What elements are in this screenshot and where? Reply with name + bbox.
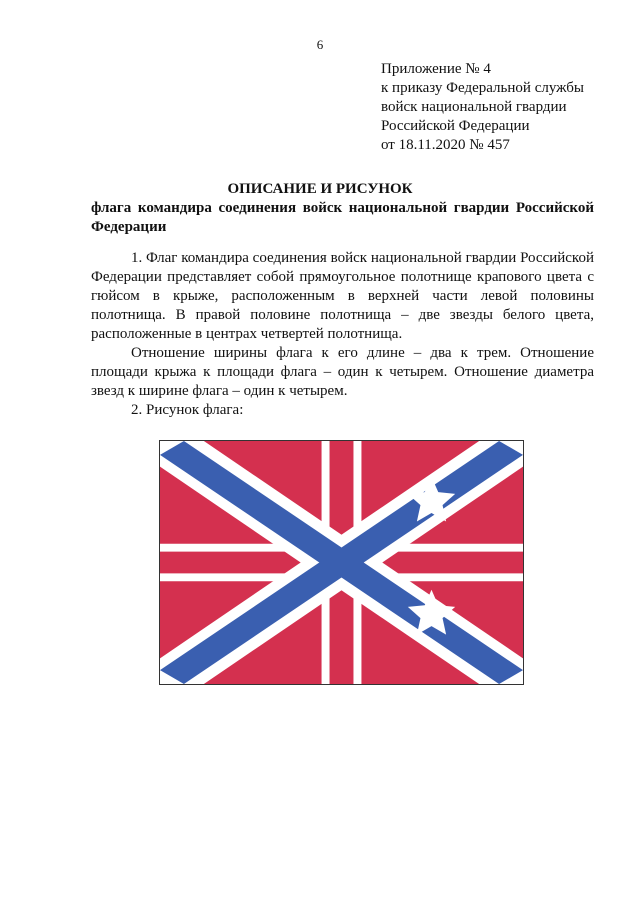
appendix-line: к приказу Федеральной службы	[381, 80, 585, 96]
appendix-line: Российской Федерации	[381, 118, 530, 134]
paragraph-proportions: Отношение ширины флага к его длине – два к трем. Отношение площади крыжа к площади флага – один к четырем. Отношение диаметра звезд к ширине флага – один к четырем.	[91, 345, 594, 399]
paragraph-figure-caption: 2. Рисунок флага:	[131, 402, 244, 418]
document-subtitle: флага командира соединения войск национальной гвардии Российской Федерации	[91, 200, 594, 235]
jack-icon	[160, 441, 523, 684]
document-body	[91, 249, 594, 420]
appendix-line: от 18.11.2020 № 457	[381, 137, 510, 153]
appendix-line: войск национальной гвардии	[381, 99, 567, 115]
paragraph-description: 1. Флаг командира соединения войск национальной гвардии Российской Федерации представляет собой прямоугольное полотнище крапового цвета с гюйсом в крыже, расположенным в верхней части левой половины полотнища. В правой половине полотнища – две звезды белого цвета, расположенные в центрах четвертей полотнища.	[91, 250, 594, 342]
appendix-block	[381, 60, 621, 155]
flag-figure	[159, 440, 524, 685]
document-title: ОПИСАНИЕ И РИСУНОК	[227, 181, 413, 197]
appendix-line: Приложение № 4	[381, 61, 491, 77]
page-number: 6	[316, 37, 324, 52]
flag-image	[160, 441, 523, 684]
